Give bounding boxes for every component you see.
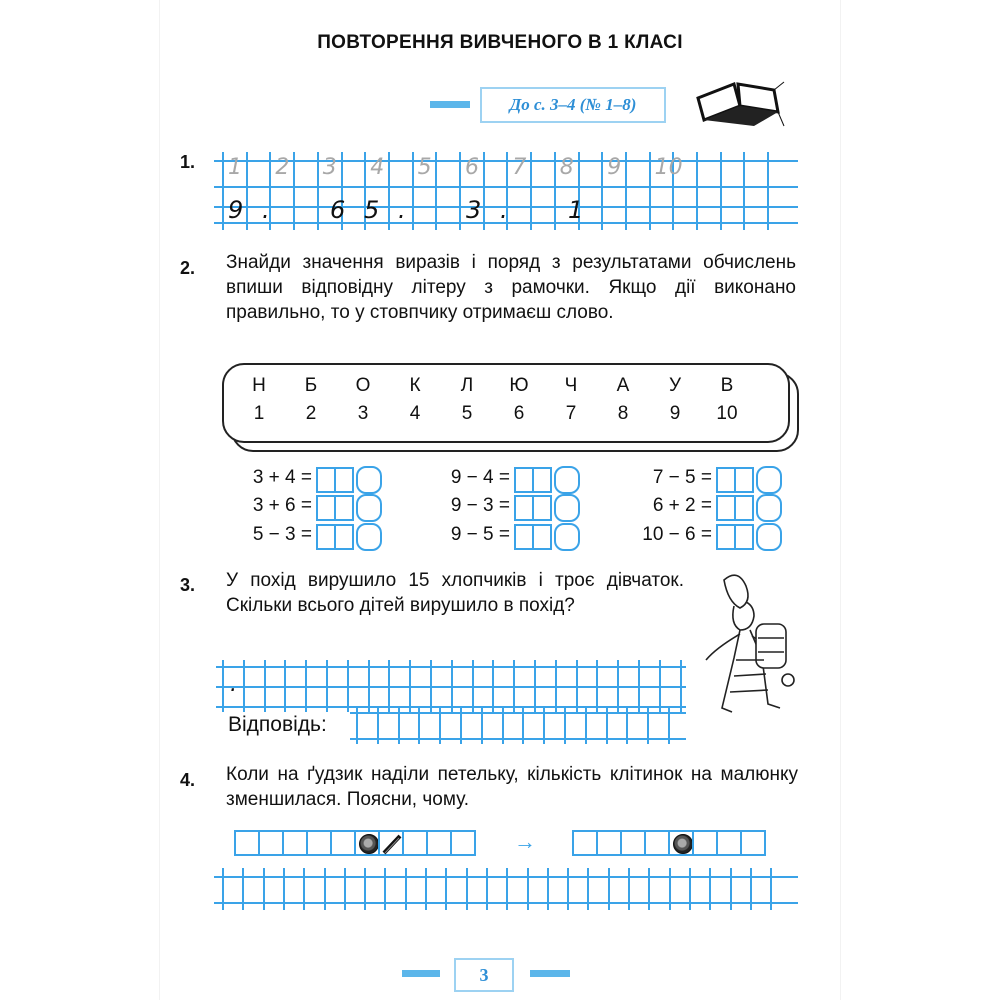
grid-line xyxy=(720,152,722,230)
ghost-digit: 2 xyxy=(275,155,290,180)
page-number: 3 xyxy=(454,958,514,992)
legend-letter: А xyxy=(616,375,630,396)
grid-line xyxy=(214,876,798,878)
grid-line xyxy=(293,152,295,230)
task3-number: 3. xyxy=(180,575,196,595)
legend-number: 10 xyxy=(716,403,738,424)
ghost-digit: 4 xyxy=(370,155,385,180)
legend-number: 3 xyxy=(357,403,369,424)
ghost-digit: 1 xyxy=(228,155,242,180)
written-digit: 5 xyxy=(364,196,380,224)
expression: 5 − 3 = xyxy=(252,524,312,545)
grid-line xyxy=(554,152,556,230)
strip-after xyxy=(572,830,764,856)
legend-number: 5 xyxy=(461,403,473,424)
answer-box[interactable] xyxy=(316,494,382,522)
grid-line xyxy=(483,152,485,230)
legend-letter: Л xyxy=(460,375,474,396)
task3-answer-label: Відповідь: xyxy=(228,713,327,736)
grid-line xyxy=(317,152,319,230)
answer-box[interactable] xyxy=(316,466,382,494)
grid-line xyxy=(388,152,390,230)
task4-text: Коли на ґудзик наділи петельку, кількість клітинок на малюнку зменшилася. Поясни, чому. xyxy=(226,764,798,810)
answer-box[interactable] xyxy=(514,523,580,551)
footer-bar-right xyxy=(530,970,570,977)
grid-line xyxy=(530,152,532,230)
grid-line xyxy=(216,706,686,708)
book-icon xyxy=(694,76,786,128)
ghost-digit: 5 xyxy=(417,155,432,180)
legend-number: 8 xyxy=(617,403,629,424)
page-title: ПОВТОРЕННЯ ВИВЧЕНОГО В 1 КЛАСІ xyxy=(317,32,683,53)
strip-with-button xyxy=(234,830,378,856)
hiker-boy-illustration xyxy=(694,568,804,720)
expression: 6 + 2 = xyxy=(652,495,712,516)
grid-line xyxy=(696,152,698,230)
grid-line xyxy=(350,712,686,714)
grid-line xyxy=(625,152,627,230)
letter-legend xyxy=(222,363,790,443)
legend-number: 1 xyxy=(253,403,265,424)
legend-number: 9 xyxy=(669,403,681,424)
legend-letter: О xyxy=(355,375,371,396)
grid-line xyxy=(649,152,651,230)
expression: 7 − 5 = xyxy=(652,467,712,488)
answer-box[interactable] xyxy=(716,523,782,551)
answer-box[interactable] xyxy=(316,523,382,551)
written-digit: 1 xyxy=(568,196,584,224)
legend-letter: В xyxy=(720,375,734,396)
written-digit: . xyxy=(262,196,270,224)
grid-line xyxy=(222,152,224,230)
grid-line xyxy=(743,152,745,230)
task2-number: 2. xyxy=(180,258,196,278)
task3-written-mark: . xyxy=(230,672,237,697)
task3-text: У похід вирушило 15 хлопчиків і троє дівчаток. Скільки всього дітей вирушило в похід? xyxy=(226,570,684,616)
grid-line xyxy=(767,152,769,230)
grid-line xyxy=(435,152,437,230)
written-digit: . xyxy=(398,196,406,224)
written-digit: 9 xyxy=(228,196,244,224)
reference-bar-left xyxy=(430,101,470,108)
grid-line xyxy=(246,152,248,230)
grid-line xyxy=(214,160,798,162)
button-icon-after xyxy=(673,834,693,854)
legend-letter: Ю xyxy=(509,375,529,396)
ghost-digit: 8 xyxy=(559,155,574,180)
ghost-digit: 3 xyxy=(322,155,337,180)
answer-box[interactable] xyxy=(514,494,580,522)
expression: 9 − 5 = xyxy=(450,524,510,545)
grid-line xyxy=(216,686,686,688)
grid-line xyxy=(216,666,686,668)
legend-letter: Б xyxy=(304,375,318,396)
grid-line xyxy=(459,152,461,230)
written-digit: 6 xyxy=(330,196,346,224)
written-digit: . xyxy=(500,196,508,224)
answer-box[interactable] xyxy=(716,466,782,494)
reference-box-top xyxy=(482,87,664,89)
needle-icon xyxy=(381,833,403,855)
ghost-digit: 9 xyxy=(607,155,622,180)
expression: 3 + 4 = xyxy=(252,467,312,488)
legend-number: 6 xyxy=(513,403,525,424)
ghost-digit: 6 xyxy=(465,155,479,180)
expression: 9 − 3 = xyxy=(450,495,510,516)
task4-number: 4. xyxy=(180,770,196,790)
expression: 10 − 6 = xyxy=(642,524,712,545)
grid-line xyxy=(269,152,271,230)
grid-line xyxy=(350,738,686,740)
legend-letter: У xyxy=(668,375,682,396)
footer-bar-left xyxy=(402,970,440,977)
reference-box: До с. 3–4 (№ 1–8) xyxy=(480,87,666,123)
arrow-right-icon: → xyxy=(514,829,536,854)
strip-with-needle xyxy=(378,830,474,856)
legend-letter: К xyxy=(409,375,421,396)
expression: 9 − 4 = xyxy=(450,467,510,488)
legend-number: 4 xyxy=(409,403,421,424)
ghost-digit: 7 xyxy=(512,155,527,180)
task2-text: Знайди значення виразів і поряд з результатами обчислень впиши відповідну літеру з рамочки. Якщо дії виконано правильно, то у стовпчику отримаєш слово. xyxy=(226,252,796,323)
task1-number: 1. xyxy=(180,152,196,172)
grid-line xyxy=(601,152,603,230)
legend-letter: Н xyxy=(252,375,266,396)
answer-box[interactable] xyxy=(716,494,782,522)
ghost-digit: 10 xyxy=(654,155,683,180)
grid-line xyxy=(214,186,798,188)
legend-letter: Ч xyxy=(564,375,578,396)
grid-line xyxy=(412,152,414,230)
answer-box[interactable] xyxy=(514,466,580,494)
grid-line xyxy=(214,902,798,904)
expression: 3 + 6 = xyxy=(252,495,312,516)
legend-number: 2 xyxy=(305,403,317,424)
button-icon xyxy=(359,834,379,854)
legend-number: 7 xyxy=(565,403,577,424)
written-digit: 3 xyxy=(466,196,482,224)
